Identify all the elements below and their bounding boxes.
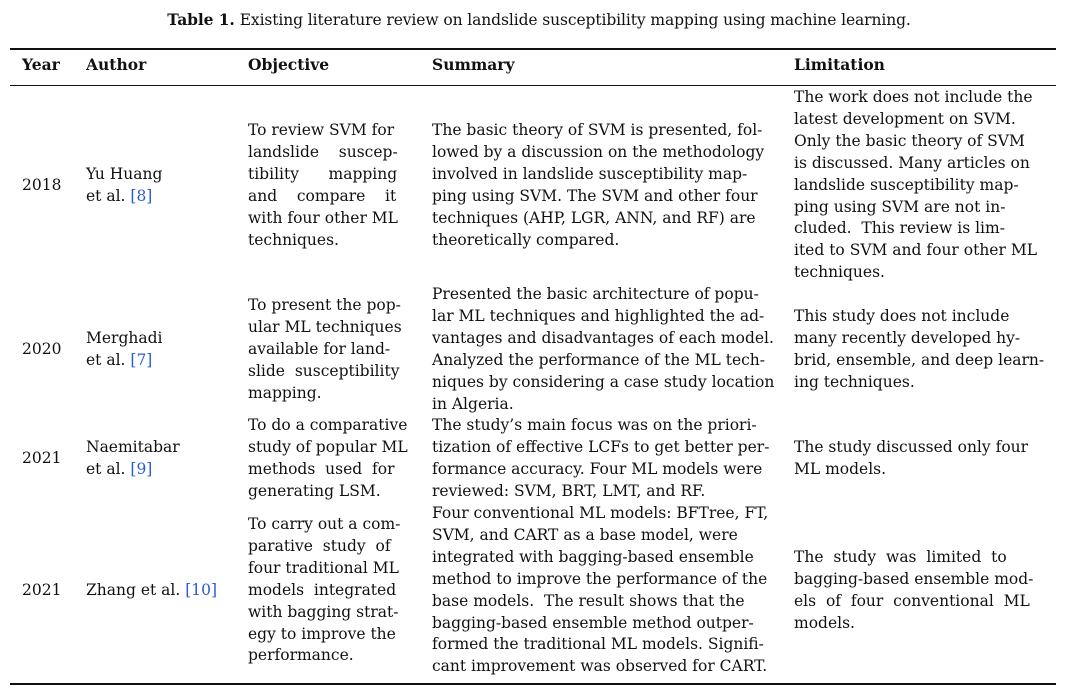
cell-year: 2021: [22, 449, 62, 467]
cell-line: integrated with bagging-based ensemble: [432, 547, 754, 566]
cell-line: reviewed: SVM, BRT, LMT, and RF.: [432, 481, 706, 500]
cell-line: lar ML techniques and highlighted the ad-: [432, 306, 765, 325]
author-line: Merghadi: [86, 329, 163, 347]
cell-line: techniques (AHP, LGR, ANN, and RF) are: [432, 208, 756, 227]
cell-author: [86, 164, 162, 208]
cell-limitation: [794, 87, 1038, 284]
cell-objective: [248, 295, 410, 405]
table-bottom-rule: [10, 683, 1056, 685]
cell-line: To present the pop-: [248, 296, 401, 314]
cell-line: SVM, and CART as a base model, were: [432, 525, 738, 544]
author-line: et al.: [86, 459, 131, 478]
cell-line: els of four conventional ML: [794, 591, 1030, 610]
cell-line: lowed by a discussion on the methodology: [432, 142, 765, 161]
cell-line: landslide susceptibility map-: [794, 175, 1019, 194]
cell-objective: [248, 120, 410, 251]
author-line: Yu Huang: [86, 165, 163, 183]
cell-line: mapping.: [248, 383, 322, 402]
cell-line: ML models.: [794, 459, 887, 478]
cell-line: This study does not include: [794, 307, 1010, 325]
cell-line: The study’s main focus was on the priori-: [432, 416, 757, 434]
cell-line: The study was limited to: [794, 548, 1007, 566]
author-line: et al.: [86, 350, 131, 369]
cell-line: methods used for: [248, 459, 395, 478]
cell-line: cant improvement was observed for CART.: [432, 657, 768, 676]
cell-line: in Algeria.: [432, 394, 514, 413]
cell-line: ing techniques.: [794, 372, 915, 391]
cell-limitation: [794, 547, 1038, 635]
citation-link[interactable]: [9]: [130, 459, 153, 478]
cell-line: ited to SVM and four other ML: [794, 241, 1037, 260]
cell-line: bagging-based ensemble mod-: [794, 569, 1034, 588]
cell-line: tibility mapping: [248, 164, 398, 183]
cell-line: Analyzed the performance of the ML tech-: [432, 350, 766, 369]
cell-line: and compare it: [248, 186, 397, 205]
cell-line: egy to improve the: [248, 624, 396, 643]
cell-line: involved in landslide susceptibility map-: [432, 164, 748, 183]
cell-line: To review SVM for: [248, 121, 395, 139]
cell-author: [86, 580, 217, 602]
cell-line: formance accuracy. Four ML models were: [432, 459, 763, 478]
cell-line: ping using SVM. The SVM and other four: [432, 186, 758, 205]
cell-line: generating LSM.: [248, 481, 381, 500]
cell-line: Four conventional ML models: BFTree, FT,: [432, 504, 769, 522]
cell-line: ular ML techniques: [248, 317, 402, 336]
cell-line: niques by considering a case study location: [432, 372, 775, 391]
header-objective: Objective: [248, 55, 330, 74]
cell-line: To do a comparative: [248, 416, 408, 434]
author-line: Naemitabar: [86, 438, 180, 456]
table-caption: [0, 10, 1078, 29]
citation-link[interactable]: [7]: [130, 350, 153, 369]
cell-limitation: [794, 306, 1045, 394]
cell-line: brid, ensemble, and deep learn-: [794, 350, 1045, 369]
cell-line: slide susceptibility: [248, 361, 400, 380]
header-author: Author: [86, 55, 147, 74]
cell-summary: [432, 120, 772, 251]
cell-author: [86, 328, 162, 372]
caption-text: Existing literature review on landslide susceptibility mapping using machine learning.: [239, 11, 911, 29]
cell-line: Presented the basic architecture of popu-: [432, 285, 759, 303]
author-line: Zhang et al.: [86, 581, 186, 599]
cell-line: formed the traditional ML models. Signifi-: [432, 635, 764, 654]
header-summary: Summary: [432, 55, 515, 74]
header-limitation: Limitation: [794, 55, 885, 74]
cell-line: techniques.: [794, 263, 885, 282]
citation-link[interactable]: [8]: [130, 186, 153, 205]
cell-line: vantages and disadvantages of each model.: [432, 328, 774, 347]
header-year: Year: [22, 55, 60, 74]
citation-link[interactable]: [10]: [185, 581, 218, 599]
cell-objective: [248, 514, 410, 667]
cell-line: The basic theory of SVM is presented, fol-: [432, 121, 763, 139]
cell-summary: [432, 284, 775, 415]
cell-line: performance.: [248, 646, 354, 665]
cell-line: method to improve the performance of the: [432, 569, 768, 588]
cell-line: The study discussed only four: [794, 438, 1029, 456]
caption-label: Table 1.: [167, 10, 235, 29]
cell-line: models.: [794, 613, 855, 632]
cell-line: with bagging strat-: [248, 602, 399, 621]
cell-line: with four other ML: [248, 208, 398, 227]
cell-line: four traditional ML: [248, 558, 399, 577]
cell-line: bagging-based ensemble method outper-: [432, 613, 754, 632]
cell-line: many recently developed hy-: [794, 328, 1021, 347]
cell-line: The work does not include the: [794, 88, 1033, 106]
cell-year: 2020: [22, 340, 62, 358]
cell-line: ping using SVM are not in-: [794, 197, 1006, 216]
cell-line: models integrated: [248, 580, 397, 599]
cell-line: available for land-: [248, 339, 391, 358]
cell-line: cluded. This review is lim-: [794, 219, 1005, 238]
cell-line: latest development on SVM.: [794, 109, 1016, 128]
cell-line: parative study of: [248, 536, 391, 555]
cell-year: 2018: [22, 176, 62, 194]
cell-line: study of popular ML: [248, 437, 408, 456]
cell-summary: [432, 415, 772, 503]
cell-year: 2021: [22, 581, 62, 599]
cell-line: is discussed. Many articles on: [794, 153, 1030, 172]
cell-line: tization of effective LCFs to get better per-: [432, 437, 770, 456]
cell-line: techniques.: [248, 230, 339, 249]
table-top-rule: [10, 48, 1056, 50]
author-line: et al.: [86, 186, 131, 205]
cell-limitation: [794, 437, 1038, 481]
cell-objective: [248, 415, 410, 503]
cell-summary: [432, 503, 772, 678]
cell-line: Only the basic theory of SVM: [794, 131, 1025, 150]
cell-line: To carry out a com-: [248, 515, 401, 533]
cell-line: base models. The result shows that the: [432, 591, 745, 610]
cell-line: landslide suscep-: [248, 142, 398, 161]
cell-line: theoretically compared.: [432, 230, 620, 249]
cell-author: [86, 437, 180, 481]
table-header-rule: [10, 85, 1056, 86]
